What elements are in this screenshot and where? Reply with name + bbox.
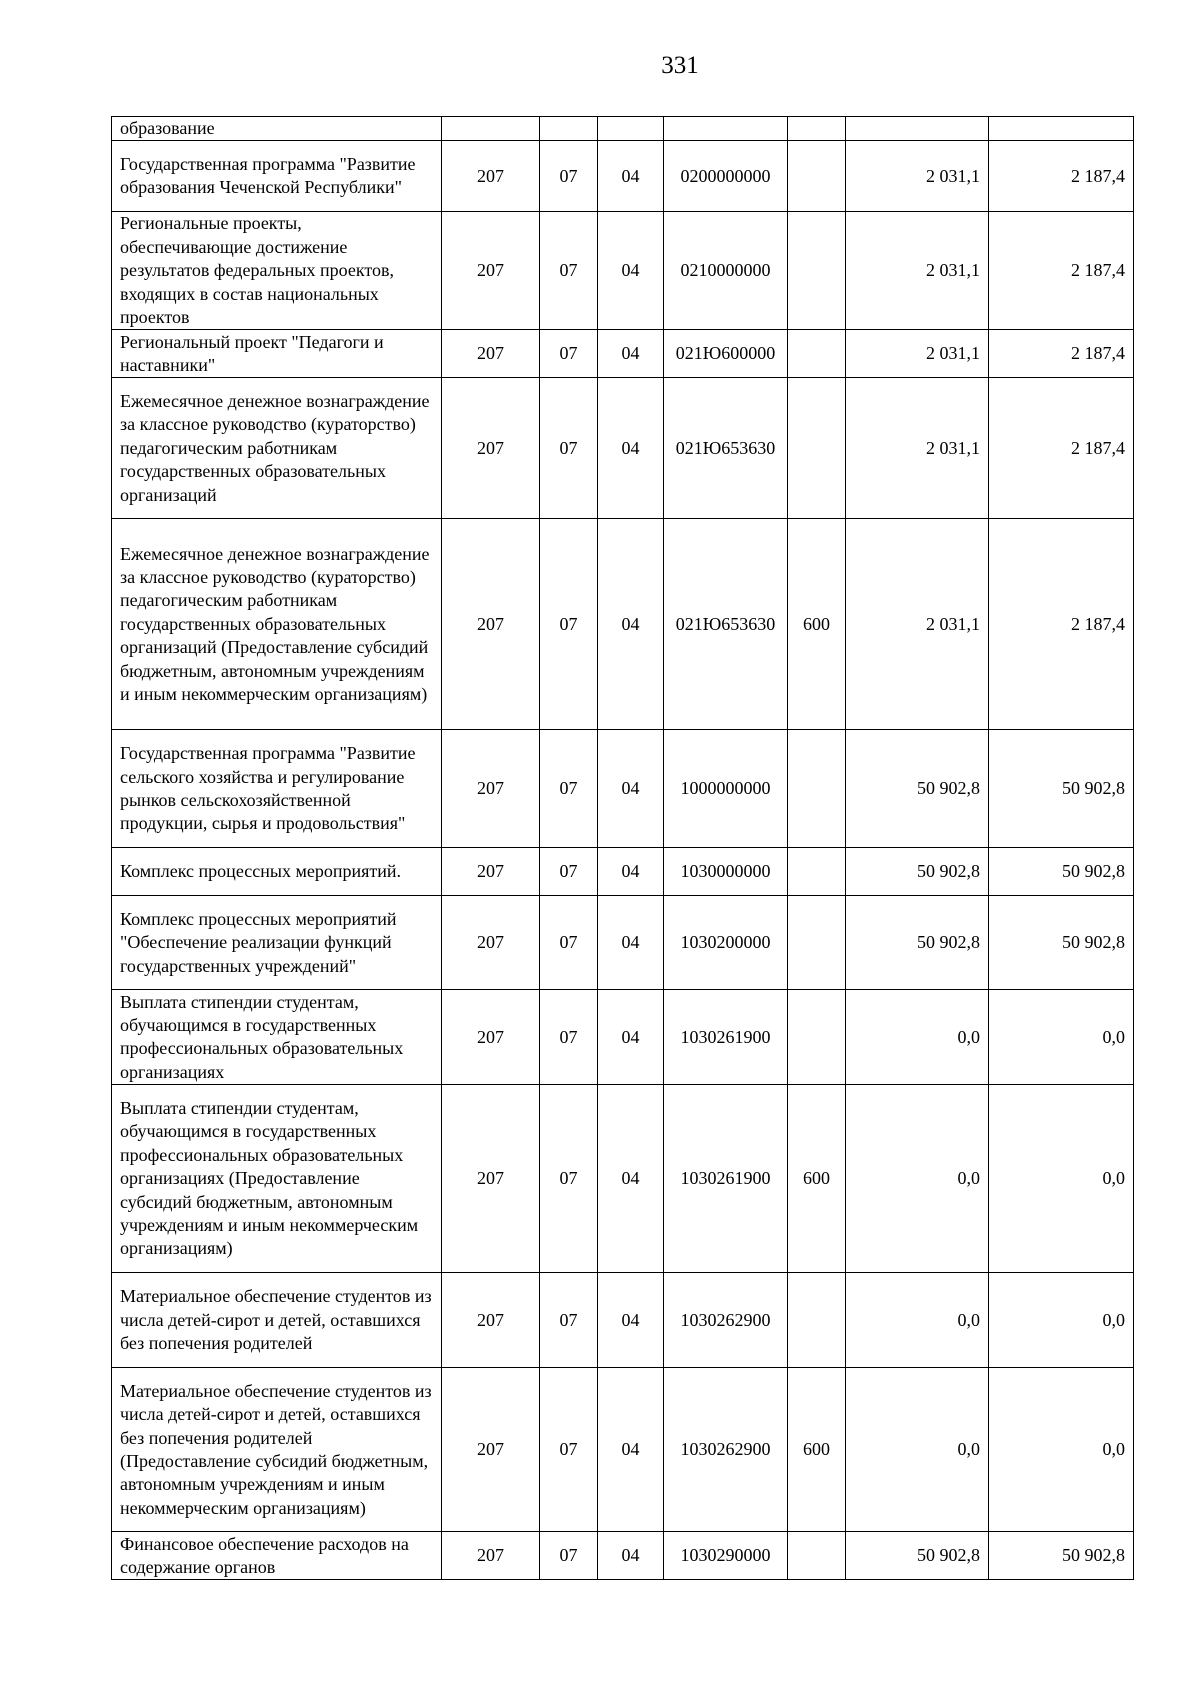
row-name-cell: образование bbox=[112, 117, 442, 141]
expense-type-cell bbox=[788, 848, 846, 896]
expense-type-cell bbox=[788, 990, 846, 1085]
table-row bbox=[112, 1273, 1134, 1368]
section-code-cell: 07 bbox=[540, 378, 598, 519]
section-code-cell: 07 bbox=[540, 330, 598, 378]
row-name-cell: Выплата стипендии студентам, обучающимся в государственных профессиональных образовательных организациях (Предоставление субсидий бюджетным, автономным учреждениям и иным некоммерческим организациям) bbox=[112, 1085, 442, 1273]
row-name-cell: Комплекс процессных мероприятий. bbox=[112, 848, 442, 896]
amount-year2-cell: 2 187,4 bbox=[989, 212, 1134, 330]
section-code-cell: 07 bbox=[540, 1532, 598, 1580]
amount-year2-cell: 50 902,8 bbox=[989, 848, 1134, 896]
section-code-cell: 07 bbox=[540, 990, 598, 1085]
table-row bbox=[112, 212, 1134, 330]
table-row bbox=[112, 1532, 1134, 1580]
section-code-cell: 07 bbox=[540, 848, 598, 896]
amount-year2-cell: 50 902,8 bbox=[989, 896, 1134, 990]
amount-year1-cell: 50 902,8 bbox=[846, 896, 989, 990]
amount-year1-cell bbox=[846, 117, 989, 141]
amount-year2-cell bbox=[989, 117, 1134, 141]
target-article-cell: 021Ю653630 bbox=[664, 378, 788, 519]
amount-year1-cell: 0,0 bbox=[846, 1085, 989, 1273]
amount-year2-cell: 2 187,4 bbox=[989, 141, 1134, 212]
subsection-code-cell: 04 bbox=[598, 1368, 664, 1532]
target-article-cell: 1030290000 bbox=[664, 1532, 788, 1580]
amount-year1-cell: 0,0 bbox=[846, 990, 989, 1085]
target-article-cell: 1030262900 bbox=[664, 1368, 788, 1532]
expense-type-cell bbox=[788, 896, 846, 990]
row-name-cell: Ежемесячное денежное вознаграждение за классное руководство (кураторство) педагогическим работникам государственных образовательных организаций (Предоставление субсидий бюджетным, автономным учреждениям и иным некоммерческим организациям) bbox=[112, 519, 442, 730]
amount-year2-cell: 2 187,4 bbox=[989, 519, 1134, 730]
amount-year2-cell: 0,0 bbox=[989, 990, 1134, 1085]
section-code-cell bbox=[540, 117, 598, 141]
ministry-code-cell: 207 bbox=[442, 730, 540, 848]
ministry-code-cell: 207 bbox=[442, 212, 540, 330]
target-article-cell: 1030261900 bbox=[664, 1085, 788, 1273]
ministry-code-cell: 207 bbox=[442, 1532, 540, 1580]
expense-type-cell: 600 bbox=[788, 1085, 846, 1273]
table-row bbox=[112, 330, 1134, 378]
subsection-code-cell: 04 bbox=[598, 1273, 664, 1368]
budget-table bbox=[111, 116, 1134, 1580]
amount-year1-cell: 50 902,8 bbox=[846, 848, 989, 896]
row-name-cell: Финансовое обеспечение расходов на содержание органов bbox=[112, 1532, 442, 1580]
table-row bbox=[112, 519, 1134, 730]
target-article-cell: 0210000000 bbox=[664, 212, 788, 330]
amount-year2-cell: 0,0 bbox=[989, 1368, 1134, 1532]
expense-type-cell bbox=[788, 730, 846, 848]
amount-year1-cell: 50 902,8 bbox=[846, 730, 989, 848]
expense-type-cell bbox=[788, 330, 846, 378]
amount-year1-cell: 2 031,1 bbox=[846, 212, 989, 330]
row-name-cell: Материальное обеспечение студентов из числа детей-сирот и детей, оставшихся без попечения родителей (Предоставление субсидий бюджетным, автономным учреждениям и иным некоммерческим организациям) bbox=[112, 1368, 442, 1532]
amount-year2-cell: 50 902,8 bbox=[989, 730, 1134, 848]
subsection-code-cell: 04 bbox=[598, 1085, 664, 1273]
amount-year1-cell: 2 031,1 bbox=[846, 330, 989, 378]
row-name-cell: Материальное обеспечение студентов из числа детей-сирот и детей, оставшихся без попечения родителей bbox=[112, 1273, 442, 1368]
expense-type-cell bbox=[788, 117, 846, 141]
table-row bbox=[112, 1368, 1134, 1532]
amount-year1-cell: 2 031,1 bbox=[846, 378, 989, 519]
subsection-code-cell: 04 bbox=[598, 212, 664, 330]
amount-year1-cell: 50 902,8 bbox=[846, 1532, 989, 1580]
section-code-cell: 07 bbox=[540, 212, 598, 330]
row-name-cell: Региональный проект "Педагоги и наставники" bbox=[112, 330, 442, 378]
subsection-code-cell bbox=[598, 117, 664, 141]
row-name-cell: Государственная программа "Развитие образования Чеченской Республики" bbox=[112, 141, 442, 212]
row-name-cell: Ежемесячное денежное вознаграждение за классное руководство (кураторство) педагогическим работникам государственных образовательных организаций bbox=[112, 378, 442, 519]
expense-type-cell bbox=[788, 1532, 846, 1580]
expense-type-cell: 600 bbox=[788, 519, 846, 730]
section-code-cell: 07 bbox=[540, 1368, 598, 1532]
target-article-cell: 0200000000 bbox=[664, 141, 788, 212]
expense-type-cell bbox=[788, 1273, 846, 1368]
ministry-code-cell: 207 bbox=[442, 990, 540, 1085]
page-number: 331 bbox=[661, 52, 699, 79]
expense-type-cell bbox=[788, 141, 846, 212]
row-name-cell: Выплата стипендии студентам, обучающимся в государственных профессиональных образовательных организациях bbox=[112, 990, 442, 1085]
ministry-code-cell: 207 bbox=[442, 330, 540, 378]
table-row bbox=[112, 141, 1134, 212]
section-code-cell: 07 bbox=[540, 896, 598, 990]
ministry-code-cell: 207 bbox=[442, 378, 540, 519]
ministry-code-cell: 207 bbox=[442, 848, 540, 896]
expense-type-cell bbox=[788, 378, 846, 519]
section-code-cell: 07 bbox=[540, 141, 598, 212]
subsection-code-cell: 04 bbox=[598, 519, 664, 730]
table-row bbox=[112, 1085, 1134, 1273]
amount-year1-cell: 2 031,1 bbox=[846, 141, 989, 212]
target-article-cell: 1000000000 bbox=[664, 730, 788, 848]
target-article-cell: 021Ю653630 bbox=[664, 519, 788, 730]
row-name-cell: Комплекс процессных мероприятий "Обеспечение реализации функций государственных учреждений" bbox=[112, 896, 442, 990]
target-article-cell: 1030262900 bbox=[664, 1273, 788, 1368]
subsection-code-cell: 04 bbox=[598, 730, 664, 848]
section-code-cell: 07 bbox=[540, 519, 598, 730]
section-code-cell: 07 bbox=[540, 1085, 598, 1273]
ministry-code-cell bbox=[442, 117, 540, 141]
table-row bbox=[112, 896, 1134, 990]
ministry-code-cell: 207 bbox=[442, 1085, 540, 1273]
table-row bbox=[112, 848, 1134, 896]
ministry-code-cell: 207 bbox=[442, 1273, 540, 1368]
amount-year2-cell: 0,0 bbox=[989, 1273, 1134, 1368]
ministry-code-cell: 207 bbox=[442, 1368, 540, 1532]
subsection-code-cell: 04 bbox=[598, 848, 664, 896]
amount-year1-cell: 2 031,1 bbox=[846, 519, 989, 730]
subsection-code-cell: 04 bbox=[598, 330, 664, 378]
target-article-cell: 021Ю600000 bbox=[664, 330, 788, 378]
subsection-code-cell: 04 bbox=[598, 1532, 664, 1580]
target-article-cell bbox=[664, 117, 788, 141]
expense-type-cell: 600 bbox=[788, 1368, 846, 1532]
subsection-code-cell: 04 bbox=[598, 896, 664, 990]
section-code-cell: 07 bbox=[540, 1273, 598, 1368]
section-code-cell: 07 bbox=[540, 730, 598, 848]
row-name-cell: Региональные проекты, обеспечивающие достижение результатов федеральных проектов, входящих в состав национальных проектов bbox=[112, 212, 442, 330]
table-row bbox=[112, 117, 1134, 141]
subsection-code-cell: 04 bbox=[598, 378, 664, 519]
table-row bbox=[112, 378, 1134, 519]
target-article-cell: 1030200000 bbox=[664, 896, 788, 990]
subsection-code-cell: 04 bbox=[598, 141, 664, 212]
ministry-code-cell: 207 bbox=[442, 519, 540, 730]
target-article-cell: 1030000000 bbox=[664, 848, 788, 896]
ministry-code-cell: 207 bbox=[442, 141, 540, 212]
amount-year2-cell: 0,0 bbox=[989, 1085, 1134, 1273]
amount-year2-cell: 2 187,4 bbox=[989, 330, 1134, 378]
budget-table-body bbox=[112, 117, 1134, 1580]
amount-year1-cell: 0,0 bbox=[846, 1273, 989, 1368]
subsection-code-cell: 04 bbox=[598, 990, 664, 1085]
ministry-code-cell: 207 bbox=[442, 896, 540, 990]
amount-year2-cell: 50 902,8 bbox=[989, 1532, 1134, 1580]
table-row bbox=[112, 730, 1134, 848]
expense-type-cell bbox=[788, 212, 846, 330]
target-article-cell: 1030261900 bbox=[664, 990, 788, 1085]
row-name-cell: Государственная программа "Развитие сельского хозяйства и регулирование рынков сельскохозяйственной продукции, сырья и продовольствия" bbox=[112, 730, 442, 848]
amount-year2-cell: 2 187,4 bbox=[989, 378, 1134, 519]
amount-year1-cell: 0,0 bbox=[846, 1368, 989, 1532]
table-row bbox=[112, 990, 1134, 1085]
